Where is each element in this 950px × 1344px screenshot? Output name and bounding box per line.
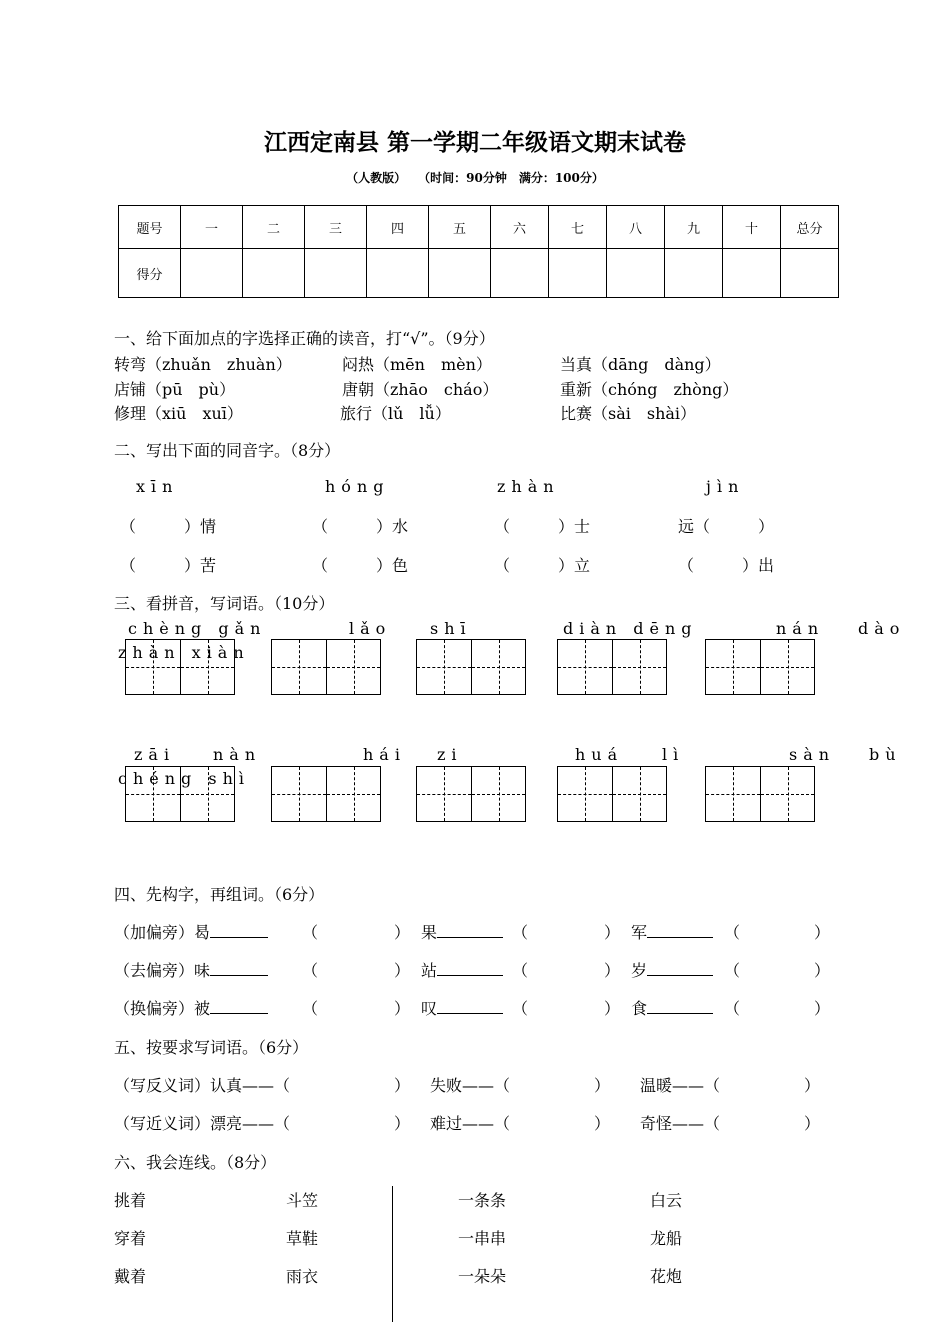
score-header-cell: 五 [429, 206, 491, 249]
construct-row [114, 958, 268, 981]
pinyin-label: zhàn xiàn [118, 643, 250, 662]
word-prompt[interactable]: 难过——（ [430, 1114, 511, 1133]
match-item[interactable]: 花炮 [650, 1267, 683, 1286]
open-paren[interactable]: （ [724, 999, 741, 1018]
open-paren[interactable]: （ [724, 923, 741, 942]
writing-grid[interactable] [705, 766, 815, 822]
match-item[interactable]: 雨衣 [286, 1267, 319, 1286]
match-item[interactable]: 草鞋 [286, 1229, 319, 1248]
answer-underline[interactable] [210, 959, 268, 976]
score-header-cell: 一 [181, 206, 243, 249]
score-cell[interactable] [491, 249, 549, 298]
score-cell[interactable] [549, 249, 607, 298]
pinyin-label: dào [858, 619, 906, 638]
construct-row [631, 920, 713, 943]
score-header-cell: 三 [305, 206, 367, 249]
pinyin-label: sàn [789, 745, 836, 764]
reading-choice-item[interactable]: 店铺（pū pù） [114, 380, 236, 399]
close-paren: ） [394, 923, 411, 942]
construct-row [631, 958, 713, 981]
construct-prompt: 军 [631, 923, 648, 942]
writing-grid[interactable] [557, 766, 667, 822]
open-paren[interactable]: （ [512, 999, 529, 1018]
pinyin-label: hóng [325, 477, 390, 496]
match-item[interactable]: 白云 [650, 1191, 683, 1210]
match-item[interactable]: 穿着 [114, 1229, 147, 1248]
open-paren[interactable]: （ [512, 923, 529, 942]
construct-row [114, 996, 268, 1019]
match-item[interactable]: 一串串 [458, 1229, 507, 1248]
close-paren: ） [394, 961, 411, 980]
close-paren: ） [604, 961, 621, 980]
pinyin-label: hái [363, 745, 406, 764]
section-4-heading: 四、先构字，再组词。（6分） [114, 885, 325, 904]
section-2-heading: 二、写出下面的同音字。（8分） [114, 441, 341, 460]
open-paren[interactable]: （ [302, 961, 319, 980]
writing-grid[interactable] [557, 639, 667, 695]
answer-underline[interactable] [437, 959, 503, 976]
section-1-heading: 一、给下面加点的字选择正确的读音，打“√”。（9分） [114, 329, 495, 348]
writing-grid[interactable] [705, 639, 815, 695]
pinyin-label: nán [776, 619, 825, 638]
column-divider [392, 1186, 393, 1322]
score-header-cell: 二 [243, 206, 305, 249]
word-prompt[interactable]: 失败——（ [430, 1076, 511, 1095]
pinyin-label: huá [575, 745, 624, 764]
reading-choice-item[interactable]: 唐朝（zhāo cháo） [342, 380, 499, 399]
writing-grid[interactable] [271, 639, 381, 695]
reading-choice-item[interactable]: 当真（dāng dàng） [560, 355, 721, 374]
pinyin-label: bù [869, 745, 902, 764]
score-header-cell: 九 [665, 206, 723, 249]
match-item[interactable]: 戴着 [114, 1267, 147, 1286]
close-paren: ） [394, 1114, 411, 1133]
open-paren[interactable]: （ [512, 961, 529, 980]
score-header-cell: 七 [549, 206, 607, 249]
section-5-heading: 五、按要求写词语。（6分） [114, 1038, 309, 1057]
close-paren: ） [394, 1076, 411, 1095]
score-header-cell: 八 [607, 206, 665, 249]
score-cell[interactable] [665, 249, 723, 298]
pinyin-label: jìn [706, 477, 745, 496]
construct-prompt: 岁 [631, 961, 648, 980]
score-cell[interactable] [607, 249, 665, 298]
construct-row [631, 996, 713, 1019]
close-paren: ） [394, 999, 411, 1018]
reading-choice-item[interactable]: 闷热（mēn mèn） [342, 355, 492, 374]
section-3-heading: 三、看拼音，写词语。（10分） [114, 594, 335, 613]
homophone-blank[interactable]: 远（ ） [678, 517, 775, 536]
score-value-row [119, 249, 839, 298]
score-header-cell: 十 [723, 206, 781, 249]
score-cell[interactable] [243, 249, 305, 298]
score-row-label: 得分 [119, 249, 181, 298]
reading-choice-item[interactable]: 修理（xiū xuī） [114, 404, 243, 423]
match-item[interactable]: 斗笠 [286, 1191, 319, 1210]
word-prompt[interactable]: （写近义词）漂亮——（ [114, 1114, 291, 1133]
word-prompt[interactable]: 奇怪——（ [640, 1114, 721, 1133]
close-paren: ） [804, 1114, 821, 1133]
score-cell[interactable] [429, 249, 491, 298]
score-header-cell: 四 [367, 206, 429, 249]
reading-choice-item[interactable]: 比赛（sài shài） [560, 404, 697, 423]
construct-prompt: 果 [421, 923, 438, 942]
close-paren: ） [814, 999, 831, 1018]
score-cell[interactable] [181, 249, 243, 298]
construct-row [421, 958, 503, 981]
score-header-cell: 总分 [781, 206, 839, 249]
answer-underline[interactable] [647, 921, 713, 938]
match-item[interactable]: 一朵朵 [458, 1267, 507, 1286]
construct-prompt: （去偏旁）味 [114, 961, 211, 980]
homophone-blank[interactable]: （ ）苦 [120, 556, 217, 575]
homophone-blank[interactable]: （ ）水 [312, 517, 409, 536]
answer-underline[interactable] [210, 921, 268, 938]
answer-underline[interactable] [647, 997, 713, 1014]
pinyin-label: lǎo [349, 619, 392, 638]
score-cell[interactable] [367, 249, 429, 298]
score-cell[interactable] [723, 249, 781, 298]
pinyin-label: zi [437, 745, 463, 764]
answer-underline[interactable] [437, 921, 503, 938]
close-paren: ） [814, 923, 831, 942]
construct-row [421, 996, 503, 1019]
reading-choice-item[interactable]: 重新（chóng zhòng） [560, 380, 739, 399]
pinyin-label: nàn [213, 745, 262, 764]
close-paren: ） [804, 1076, 821, 1095]
match-item[interactable]: 挑着 [114, 1191, 147, 1210]
score-header-cell: 题号 [119, 206, 181, 249]
score-header-row [119, 206, 839, 249]
pinyin-label: shī [430, 619, 472, 638]
close-paren: ） [594, 1076, 611, 1095]
writing-grid[interactable] [125, 639, 235, 695]
close-paren: ） [604, 999, 621, 1018]
score-cell[interactable] [305, 249, 367, 298]
pinyin-label: chèng gǎn [128, 619, 267, 638]
homophone-blank[interactable]: （ ）色 [312, 556, 409, 575]
close-paren: ） [814, 961, 831, 980]
construct-prompt: （换偏旁）被 [114, 999, 211, 1018]
answer-underline[interactable] [437, 997, 503, 1014]
construct-prompt: （加偏旁）曷 [114, 923, 211, 942]
reading-choice-item[interactable]: 转弯（zhuǎn zhuàn） [114, 355, 292, 374]
close-paren: ） [594, 1114, 611, 1133]
open-paren[interactable]: （ [724, 961, 741, 980]
page-subtitle: （人教版） （时间：90分钟 满分：100分） [346, 171, 604, 185]
answer-underline[interactable] [647, 959, 713, 976]
construct-prompt: 站 [421, 961, 438, 980]
writing-grid[interactable] [125, 766, 235, 822]
homophone-blank[interactable]: （ ）情 [120, 517, 217, 536]
close-paren: ） [604, 923, 621, 942]
match-item[interactable]: 龙船 [650, 1229, 683, 1248]
writing-grid[interactable] [416, 639, 526, 695]
pinyin-label: chéng shì [118, 769, 250, 788]
reading-choice-item[interactable]: 旅行（lǔ lǚ） [340, 404, 451, 423]
pinyin-label: zāi [134, 745, 176, 764]
open-paren[interactable]: （ [302, 923, 319, 942]
word-prompt[interactable]: 温暖——（ [640, 1076, 721, 1095]
writing-grid[interactable] [271, 766, 381, 822]
page-title: 江西定南县 第一学期二年级语文期末试卷 [263, 129, 686, 156]
match-item[interactable]: 一条条 [458, 1191, 507, 1210]
pinyin-label: zhàn [497, 477, 560, 496]
construct-prompt: 叹 [421, 999, 438, 1018]
pinyin-label: xīn [136, 477, 179, 496]
homophone-blank[interactable]: （ ）立 [494, 556, 591, 575]
construct-prompt: 食 [631, 999, 648, 1018]
score-cell[interactable] [781, 249, 839, 298]
homophone-blank[interactable]: （ ）士 [494, 517, 591, 536]
score-header-cell: 六 [491, 206, 549, 249]
answer-underline[interactable] [210, 997, 268, 1014]
score-table [118, 205, 839, 298]
pinyin-label: diàn dēng [563, 619, 698, 638]
word-prompt[interactable]: （写反义词）认真——（ [114, 1076, 291, 1095]
homophone-blank[interactable]: （ ）出 [678, 556, 775, 575]
open-paren[interactable]: （ [302, 999, 319, 1018]
pinyin-label: lì [662, 745, 685, 764]
construct-row [421, 920, 503, 943]
construct-row [114, 920, 268, 943]
writing-grid[interactable] [416, 766, 526, 822]
section-6-heading: 六、我会连线。（8分） [114, 1153, 277, 1172]
